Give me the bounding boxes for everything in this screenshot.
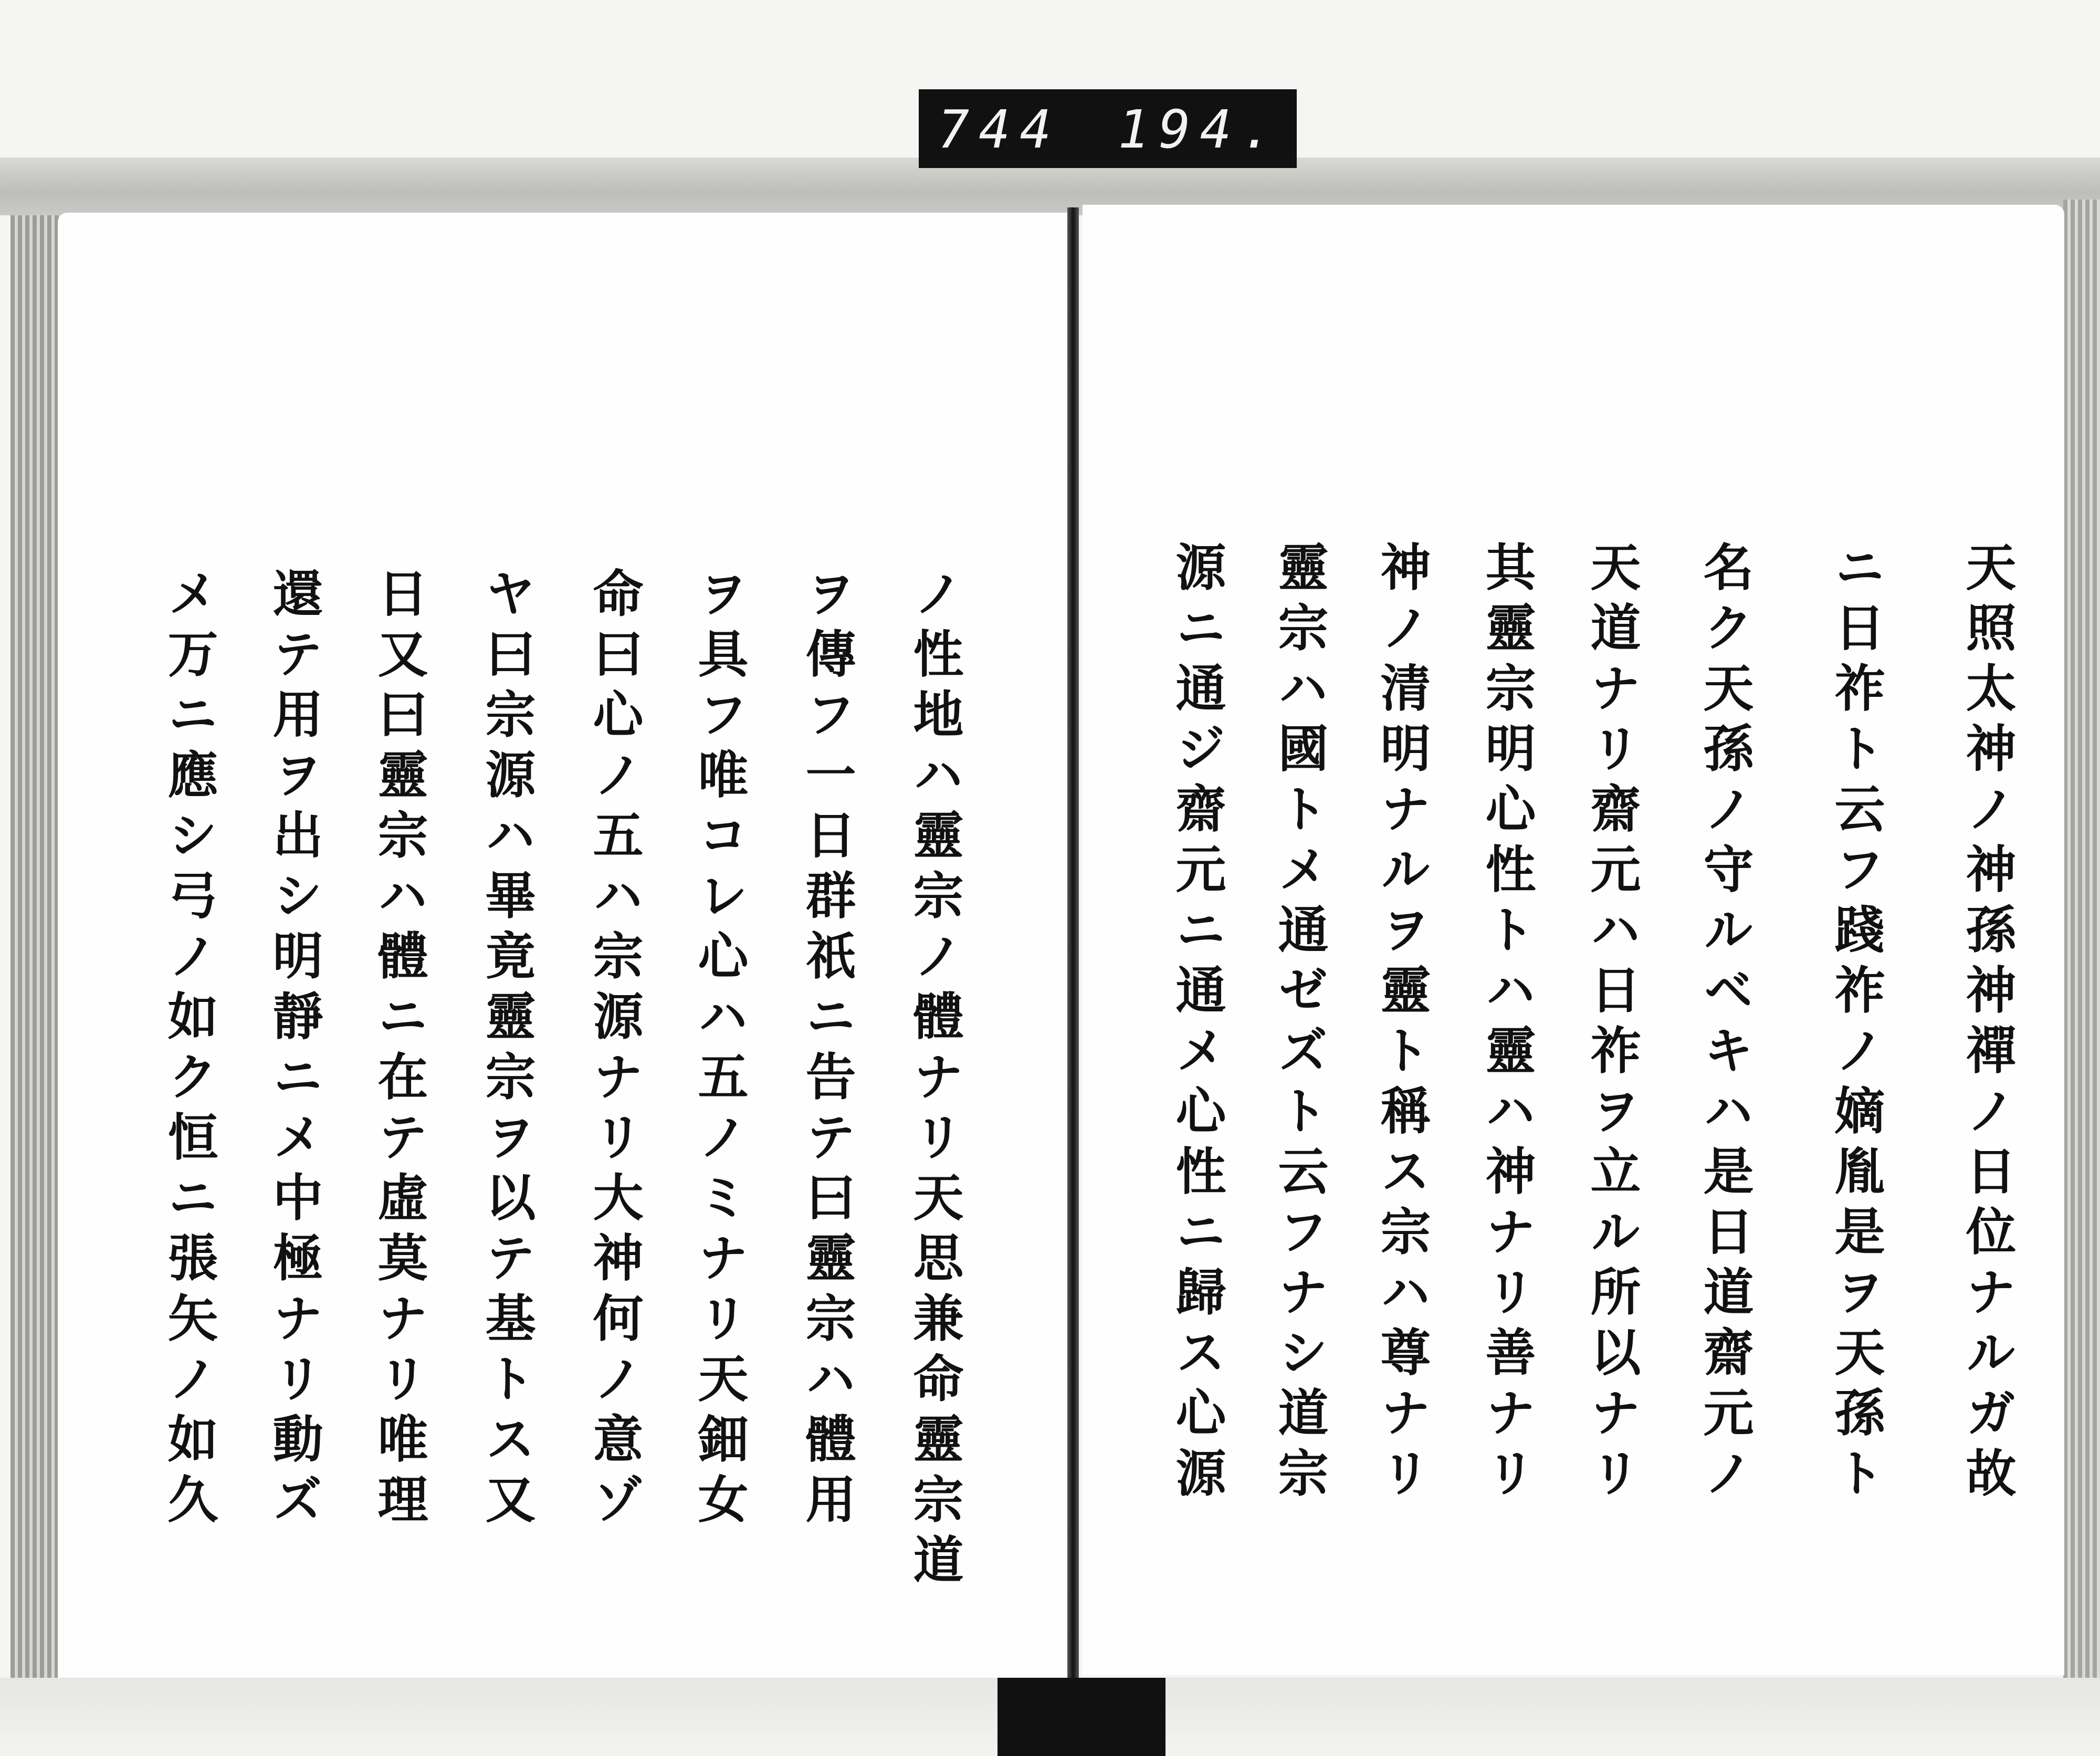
left-page-column-6: 日又曰靈宗ハ體ニ在テ虛莫ナリ唯理 — [370, 567, 429, 1533]
book-edge-left — [10, 215, 63, 1717]
label-left-number: 744 — [938, 99, 1061, 160]
book-spine — [1067, 207, 1079, 1678]
label-right-number: 194. — [1118, 99, 1282, 160]
right-page-column-7: 靈宗ハ國トメ通ゼズト云フナシ道宗 — [1270, 541, 1329, 1507]
right-page-column-3: 名ク天孫ノ守ルベキハ是日道齋元ノ — [1695, 541, 1755, 1507]
right-page-column-2: ニ日祚ト云フ踐祚ノ嫡胤是ヲ天孫ト — [1826, 541, 1886, 1507]
page-number-label — [919, 89, 1297, 168]
left-page-column-7: 還テ用ヲ出シ明靜ニメ中極ナリ動ズ — [265, 567, 324, 1533]
left-page-column-3: ヲ具フ唯コレ心ハ五ノミナリ天鈿女 — [690, 567, 749, 1533]
right-page-column-1: 天照太神ノ神孫神禪ノ日位ナルガ故 — [1958, 541, 2017, 1507]
spine-bottom-block — [998, 1678, 1166, 1756]
left-page-column-4: 命曰心ノ五ハ宗源ナリ大神何ノ意ゾ — [585, 567, 644, 1533]
left-page-column-5: ヤ曰宗源ハ畢竟靈宗ヲ以テ基トス又 — [477, 567, 537, 1533]
left-page-column-1: ノ性地ハ靈宗ノ體ナリ天思兼命靈宗道 — [905, 567, 964, 1594]
left-page-column-8: メ万ニ應シ弓ノ如ク恒ニ張矢ノ如久 — [160, 567, 219, 1533]
book-edge-right — [2063, 200, 2100, 1712]
right-page-column-4: 天道ナリ齋元ハ日祚ヲ立ル所以ナリ — [1582, 541, 1642, 1507]
left-page-column-2: ヲ傳フ一日群祇ニ告テ曰靈宗ハ體用 — [797, 567, 857, 1533]
right-page-column-5: 其靈宗明心性トハ靈ハ神ナリ善ナリ — [1477, 541, 1537, 1507]
right-page-column-8: 源ニ通ジ齋元ニ通メ心性ニ歸ス心源 — [1168, 541, 1227, 1507]
right-page-column-6: 神ノ清明ナルヲ靈ト稱ス宗ハ尊ナリ — [1372, 541, 1432, 1507]
